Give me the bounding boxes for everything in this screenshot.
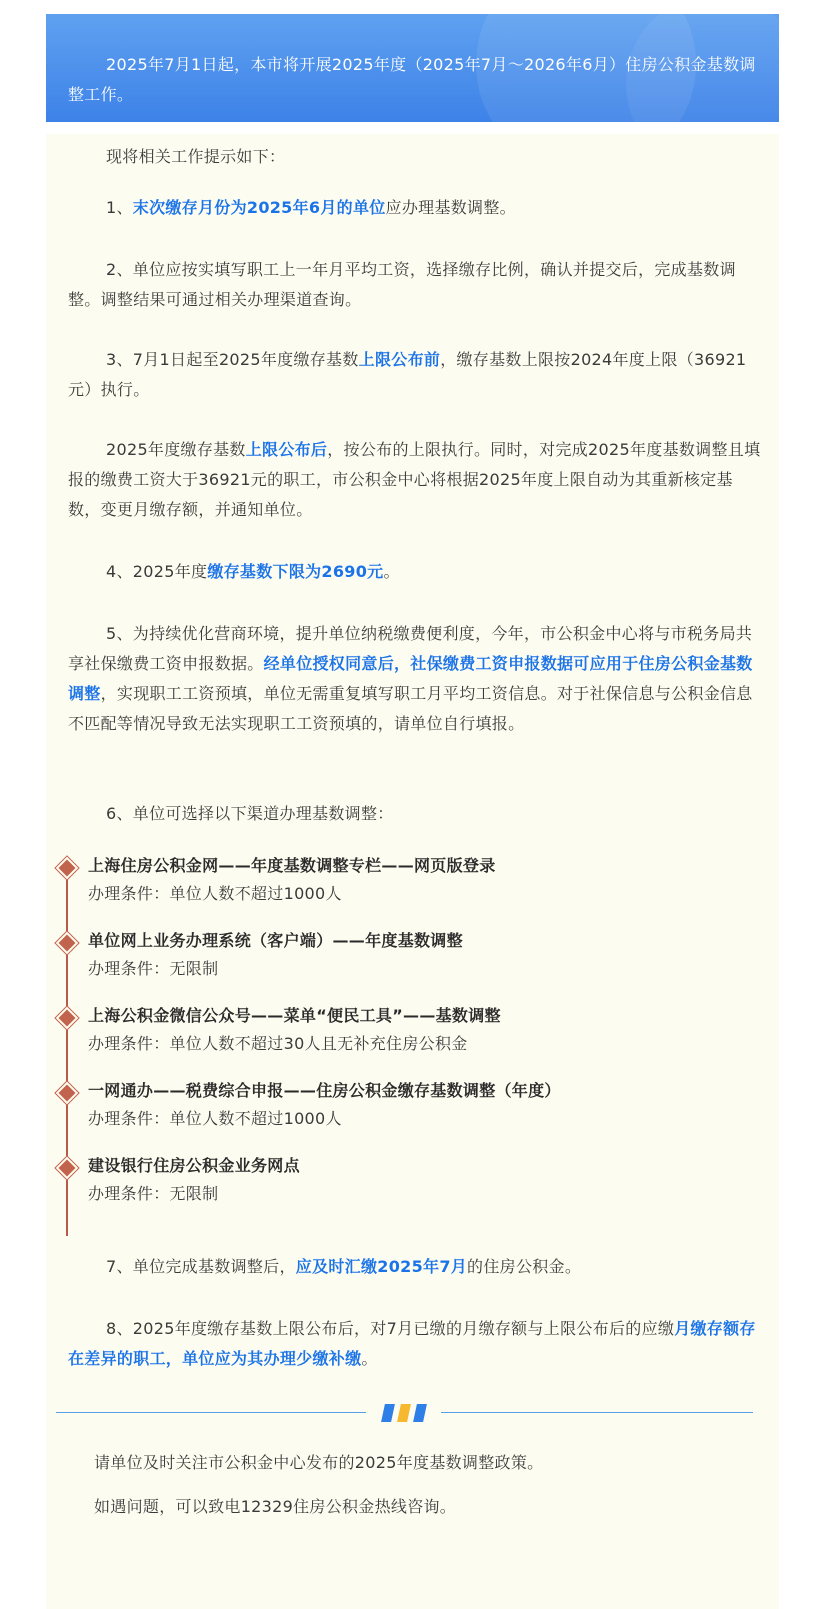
channel-condition: 办理条件：单位人数不超过30人且无补充住房公积金 — [88, 1034, 468, 1053]
item-3b: 2025年度缴存基数上限公布后，按公布的上限执行。同时，对完成2025年度基数调整且填报的缴费工资大于36921元的职工，市公积金中心将根据2025年度上限自动为其重新核定基数，变更月缴存额，并通知单位。 — [68, 440, 761, 519]
intro-text: 现将相关工作提示如下： — [106, 147, 286, 166]
item-3: 3、7月1日起至2025年度缴存基数上限公布前，缴存基数上限按2024年度上限（36921元）执行。 — [68, 350, 747, 399]
item-1-highlight: 末次缴存月份为2025年6月的单位 — [132, 198, 386, 217]
item-5: 5、为持续优化营商环境，提升单位纳税缴费便利度，今年，市公积金中心将与市税务局共享社保缴费工资申报数据。经单位授权同意后，社保缴费工资申报数据可应用于住房公积金基数调整，实现职工工资预填，单位无需重复填写职工月平均工资信息。对于社保信息与公积金信息不匹配等情况导致无法实现职工工资预填的，请单位自行填报。 — [68, 624, 753, 733]
timeline-line — [66, 864, 68, 1236]
channel-title: 上海公积金微信公众号——菜单“便民工具”——基数调整 — [88, 1006, 501, 1025]
channel-condition: 办理条件：单位人数不超过1000人 — [88, 1109, 342, 1128]
item-2: 2、单位应按实填写职工上一年月平均工资，选择缴存比例，确认并提交后，完成基数调整。调整结果可通过相关办理渠道查询。 — [68, 260, 736, 309]
channel-title: 一网通办——税费综合申报——住房公积金缴存基数调整（年度） — [88, 1081, 561, 1100]
item-5-highlight: 经单位授权同意后，社保缴费工资申报数据可应用于住房公积金基数调整 — [68, 654, 753, 703]
diamond-marker-icon — [56, 932, 79, 955]
diamond-marker-icon — [56, 857, 79, 880]
notice-panel — [46, 134, 779, 1609]
banner-text: 2025年7月1日起，本市将开展2025年度（2025年7月～2026年6月）住房公积金基数调整工作。 — [68, 55, 756, 104]
channel-condition: 办理条件：单位人数不超过1000人 — [88, 884, 342, 903]
diamond-marker-icon — [56, 1007, 79, 1030]
item-4: 4、2025年度缴存基数下限为2690元。 — [106, 562, 400, 581]
item-4-highlight: 缴存基数下限为2690元 — [207, 562, 384, 581]
item-7-highlight: 应及时汇缴2025年7月 — [295, 1257, 468, 1276]
divider-bar-yellow — [397, 1404, 411, 1422]
divider-line-left — [56, 1412, 366, 1413]
channel-condition: 办理条件：无限制 — [88, 959, 219, 978]
item-3-highlight: 上限公布前 — [358, 350, 441, 369]
header-banner — [46, 14, 779, 122]
channel-title: 上海住房公积金网——年度基数调整专栏——网页版登录 — [88, 856, 496, 875]
item-8: 8、2025年度缴存基数上限公布后，对7月已缴的月缴存额与上限公布后的应缴月缴存额存在差异的职工，单位应为其办理少缴补缴。 — [68, 1319, 756, 1368]
channel-title: 单位网上业务办理系统（客户端）——年度基数调整 — [88, 931, 463, 950]
divider-line-right — [441, 1412, 753, 1413]
footer-line-2: 如遇问题，可以致电12329住房公积金热线咨询。 — [94, 1497, 457, 1516]
divider-bar-blue — [381, 1404, 395, 1422]
channel-title: 建设银行住房公积金业务网点 — [88, 1156, 300, 1175]
item-3b-highlight: 上限公布后 — [245, 440, 328, 459]
section-divider — [56, 1403, 753, 1423]
divider-bar-blue — [413, 1404, 427, 1422]
item-8-highlight: 月缴存额存在差异的职工，单位应为其办理少缴补缴 — [68, 1319, 756, 1368]
diamond-marker-icon — [56, 1082, 79, 1105]
footer-line-1: 请单位及时关注市公积金中心发布的2025年度基数调整政策。 — [94, 1453, 544, 1472]
diamond-marker-icon — [56, 1157, 79, 1180]
channel-condition: 办理条件：无限制 — [88, 1184, 219, 1203]
item-7: 7、单位完成基数调整后，应及时汇缴2025年7月的住房公积金。 — [106, 1257, 582, 1276]
item-1: 1、末次缴存月份为2025年6月的单位应办理基数调整。 — [106, 198, 516, 217]
item-6: 6、单位可选择以下渠道办理基数调整： — [106, 804, 394, 823]
